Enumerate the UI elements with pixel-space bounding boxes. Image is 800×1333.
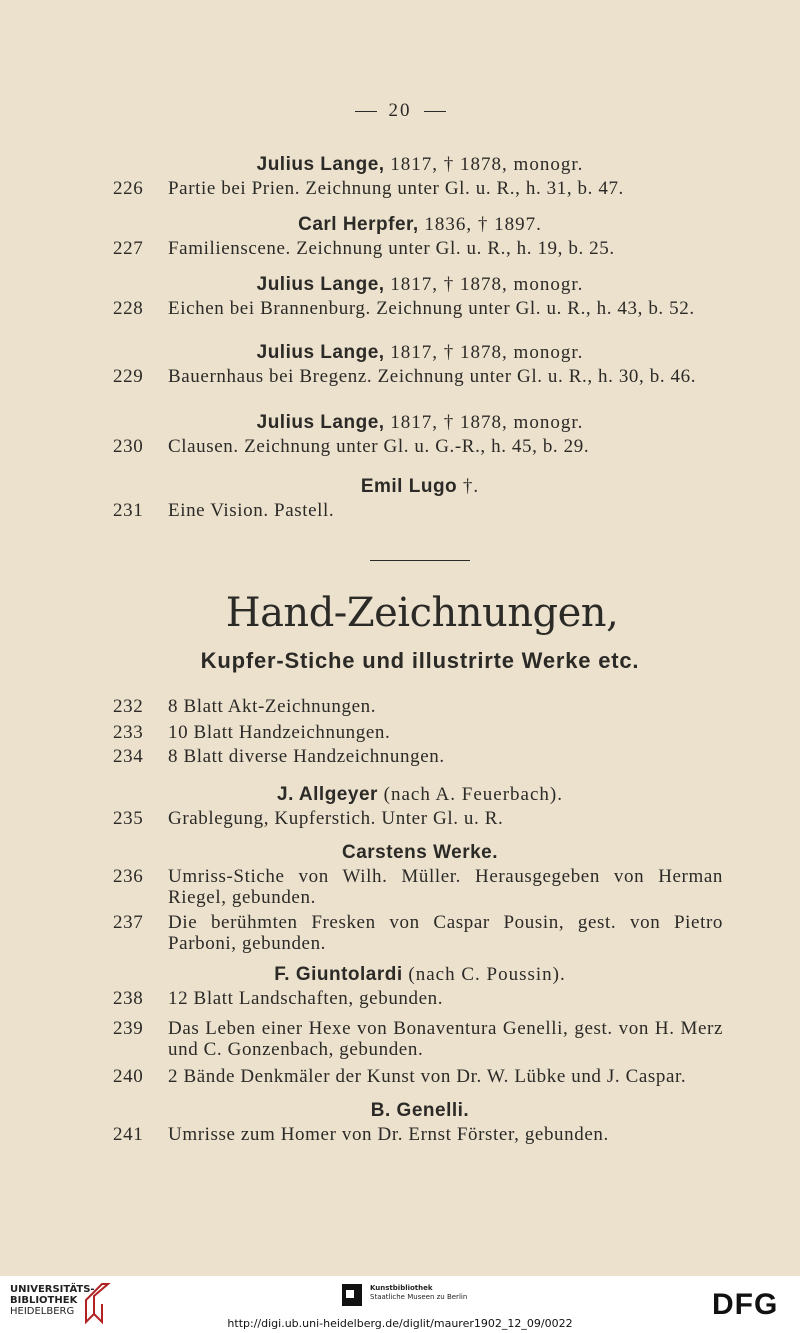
catalog-entry: 239 Das Leben einer Hexe von Bonaventura Genelli, gest. von H. Merz und C. Gonzenbach, gebunden. [113, 1018, 723, 1060]
kunstbibliothek-logo-icon[interactable] [342, 1284, 362, 1306]
artist-heading: F. Giuntolardi (nach C. Poussin). [274, 964, 566, 985]
catalog-entry: 241 Umrisse zum Homer von Dr. Ernst Förster, gebunden. [113, 1124, 609, 1145]
catalog-entry: 240 2 Bände Denkmäler der Kunst von Dr. W. Lübke und J. Caspar. [113, 1066, 687, 1087]
kunstbibliothek-label: Kunstbibliothek Staatliche Museen zu Berlin [370, 1284, 468, 1301]
entry-block-239 [0, 1018, 800, 1060]
catalog-entry: 231 Eine Vision. Pastell. [113, 500, 335, 521]
footer-bar [0, 1276, 800, 1333]
entry-block-229 [0, 340, 800, 387]
catalog-entry: 226 Partie bei Prien. Zeichnung unter Gl. u. R., h. 31, b. 47. [113, 178, 624, 199]
section-divider [370, 560, 470, 561]
catalog-entry: 235 Grablegung, Kupferstich. Unter Gl. u. R. [113, 808, 504, 829]
dash-right [424, 111, 446, 112]
page-number [0, 100, 800, 122]
catalog-entry: 232 8 Blatt Akt-Zeichnungen. [113, 696, 377, 717]
permalink-url[interactable]: http://digi.ub.uni-heidelberg.de/diglit/maurer1902_12_09/0022 [227, 1317, 573, 1330]
catalog-entry: 230 Clausen. Zeichnung unter Gl. u. G.-R., h. 45, b. 29. [113, 436, 590, 457]
entry-block-238 [0, 962, 800, 1009]
entry-block-226 [0, 152, 800, 199]
artist-heading: Julius Lange, 1817, † 1878, monogr. [256, 154, 584, 175]
catalog-entry: 229 Bauernhaus bei Bregenz. Zeichnung unter Gl. u. R., h. 30, b. 46. [113, 366, 697, 387]
artist-heading: Julius Lange, 1817, † 1878, monogr. [256, 342, 584, 363]
catalog-entry: 228 Eichen bei Brannenburg. Zeichnung unter Gl. u. R., h. 43, b. 52. [113, 298, 695, 319]
entry-block-228 [0, 272, 800, 319]
artist-heading: Carstens Werke. [341, 842, 499, 863]
entry-block-231 [0, 474, 800, 521]
artist-heading: Carl Herpfer, 1836, † 1897. [298, 214, 542, 235]
catalog-entry: 233 10 Blatt Handzeichnungen. [113, 722, 391, 743]
catalog-entry: 234 8 Blatt diverse Handzeichnungen. [113, 746, 445, 767]
artist-heading: B. Genelli. [370, 1100, 470, 1121]
entry-block-233 [0, 722, 800, 743]
dfg-logo[interactable]: DFG [712, 1288, 779, 1321]
entry-block-241 [0, 1098, 800, 1145]
catalog-entry: 237 Die berühmten Fresken von Caspar Pousin, gest. von Pietro Parboni, gebunden. [113, 912, 723, 954]
section-title: Hand-Zeichnungen, [225, 590, 619, 636]
catalog-entry: 236 Umriss-Stiche von Wilh. Müller. Herausgegeben von Herman Riegel, gebunden. [113, 866, 723, 908]
artist-heading: Julius Lange, 1817, † 1878, monogr. [256, 412, 584, 433]
entry-block-236 [0, 840, 800, 908]
dash-left [355, 111, 377, 112]
section-subtitle: Kupfer-Stiche und illustrirte Werke etc. [200, 648, 640, 673]
artist-heading: Julius Lange, 1817, † 1878, monogr. [256, 274, 584, 295]
entry-block-232 [0, 696, 800, 717]
entry-block-227 [0, 212, 800, 259]
artist-heading: J. Allgeyer (nach A. Feuerbach). [277, 784, 563, 805]
catalog-entry: 227 Familienscene. Zeichnung unter Gl. u. R., h. 19, b. 25. [113, 238, 615, 259]
page-number-text: 20 [388, 100, 412, 121]
entry-block-240 [0, 1066, 800, 1087]
catalog-entry: 238 12 Blatt Landschaften, gebunden. [113, 988, 444, 1009]
artist-heading: Emil Lugo †. [360, 476, 480, 497]
entry-block-235 [0, 782, 800, 829]
entry-block-237 [0, 912, 800, 954]
entry-block-230 [0, 410, 800, 457]
ub-heidelberg-label[interactable]: UNIVERSITÄTS- BIBLIOTHEK HEIDELBERG [10, 1284, 95, 1317]
entry-block-234 [0, 746, 800, 767]
